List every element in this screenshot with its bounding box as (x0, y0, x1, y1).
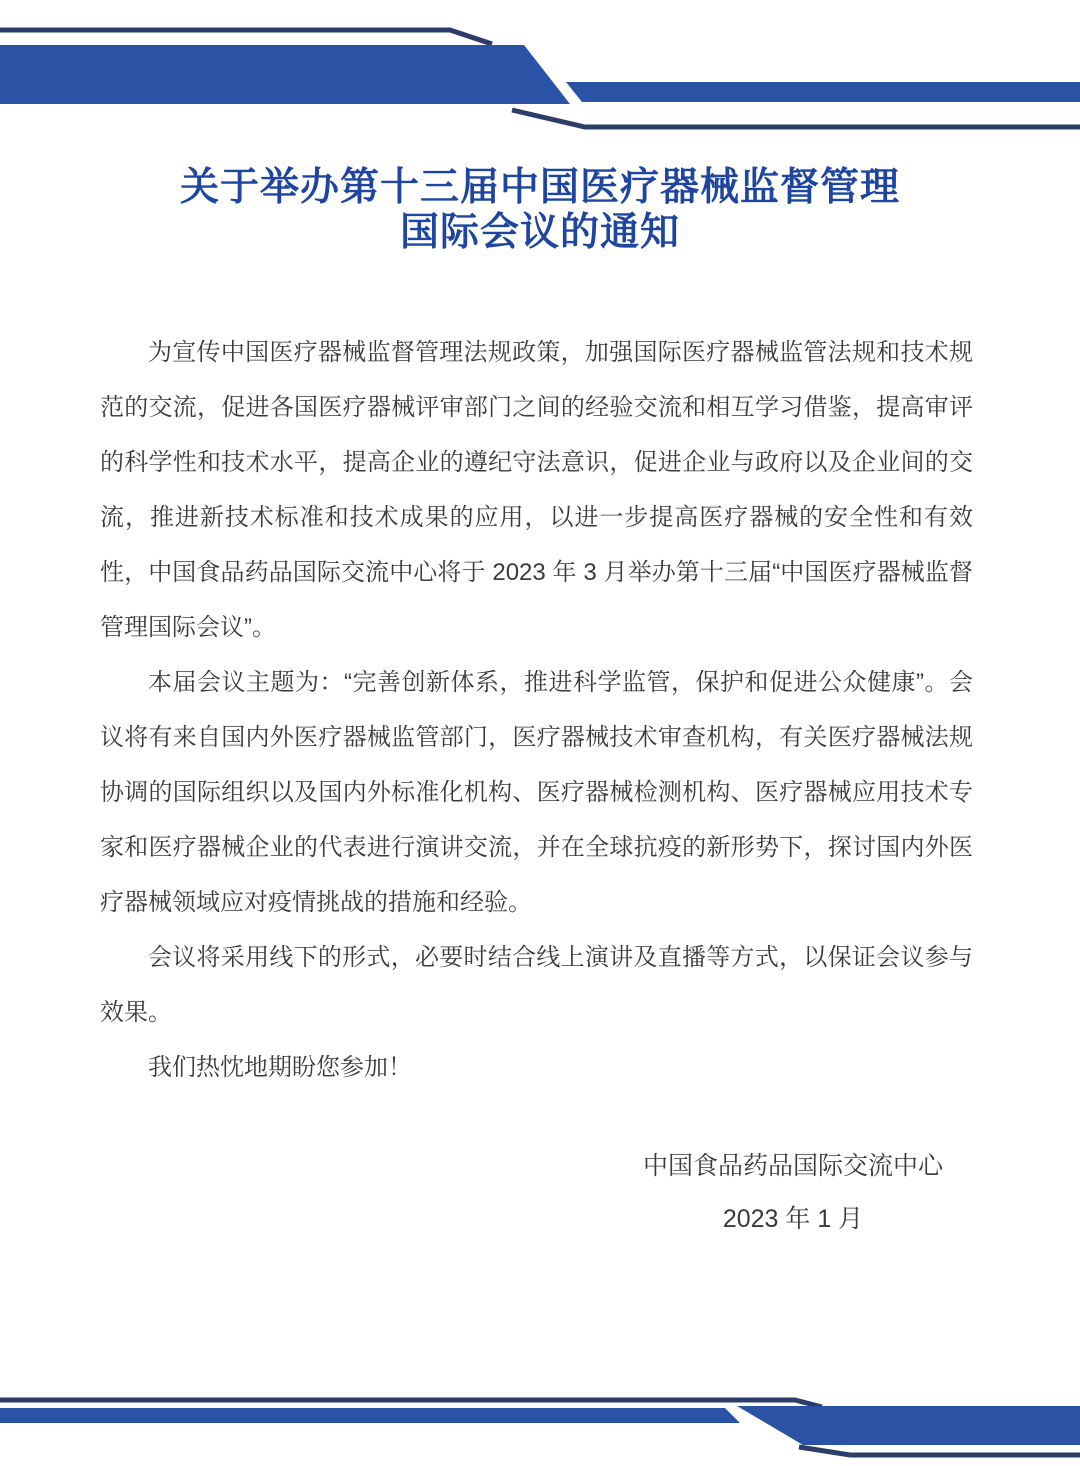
page-title-line1: 关于举办第十三届中国医疗器械监督管理 (179, 166, 900, 209)
header-thin-line (0, 30, 492, 44)
signature-organization: 中国食品药品国际交流中心 (642, 1152, 943, 1180)
header-ribbon-decoration (0, 0, 1080, 150)
signature-date: 2023 年 1 月 (722, 1205, 864, 1233)
body-paragraph-4: 我们热忱地期盼您参加！ (148, 1054, 412, 1081)
footer-ribbon-decoration (0, 1326, 1080, 1466)
body-paragraph-3: 会议将采用线下的形式，必要时结合线上演讲及直播等方式，以保证会议参与效果。 (100, 944, 973, 1026)
footer-left-band (0, 1408, 740, 1423)
body-paragraph-1: 为宣传中国医疗器械监督管理法规政策，加强国际医疗器械监管法规和技术规范的交流，促进各国医疗器械评审部门之间的经验交流和相互学习借鉴，提高审评的科学性和技术水平，提高企业的遵纪守法意识，促进企业与政府以及企业间的交流，推进新技术标准和技术成果的应用，以进一步提高医疗器械的安全性和有效性，中国食品药品国际交流中心将于 2023 年 3 月举办第十三届“中国医疗器械监督管理国际会议”。 (100, 339, 973, 641)
body-paragraph-2: 本届会议主题为：“完善创新体系，推进科学监管，保护和促进公众健康”。会议将有来自国内外医疗器械监管部门，医疗器械技术审查机构，有关医疗器械法规协调的国际组织以及国内外标准化机构、医疗器械检测机构、医疗器械应用技术专家和医疗器械企业的代表进行演讲交流，并在全球抗疫的新形势下，探讨国内外医疗器械领域应对疫情挑战的措施和经验。 (100, 669, 973, 916)
signature-block (643, 1151, 943, 1234)
header-right-band (566, 82, 1080, 102)
header-bottom-line (512, 110, 1080, 127)
footer-big-band (737, 1406, 1080, 1445)
page-title (0, 165, 1080, 255)
document-body (0, 325, 1080, 1095)
header-big-band (0, 45, 570, 104)
footer-thin-line (0, 1400, 822, 1407)
page-title-line2: 国际会议的通知 (399, 211, 680, 254)
footer-bottom-line (799, 1447, 1080, 1455)
